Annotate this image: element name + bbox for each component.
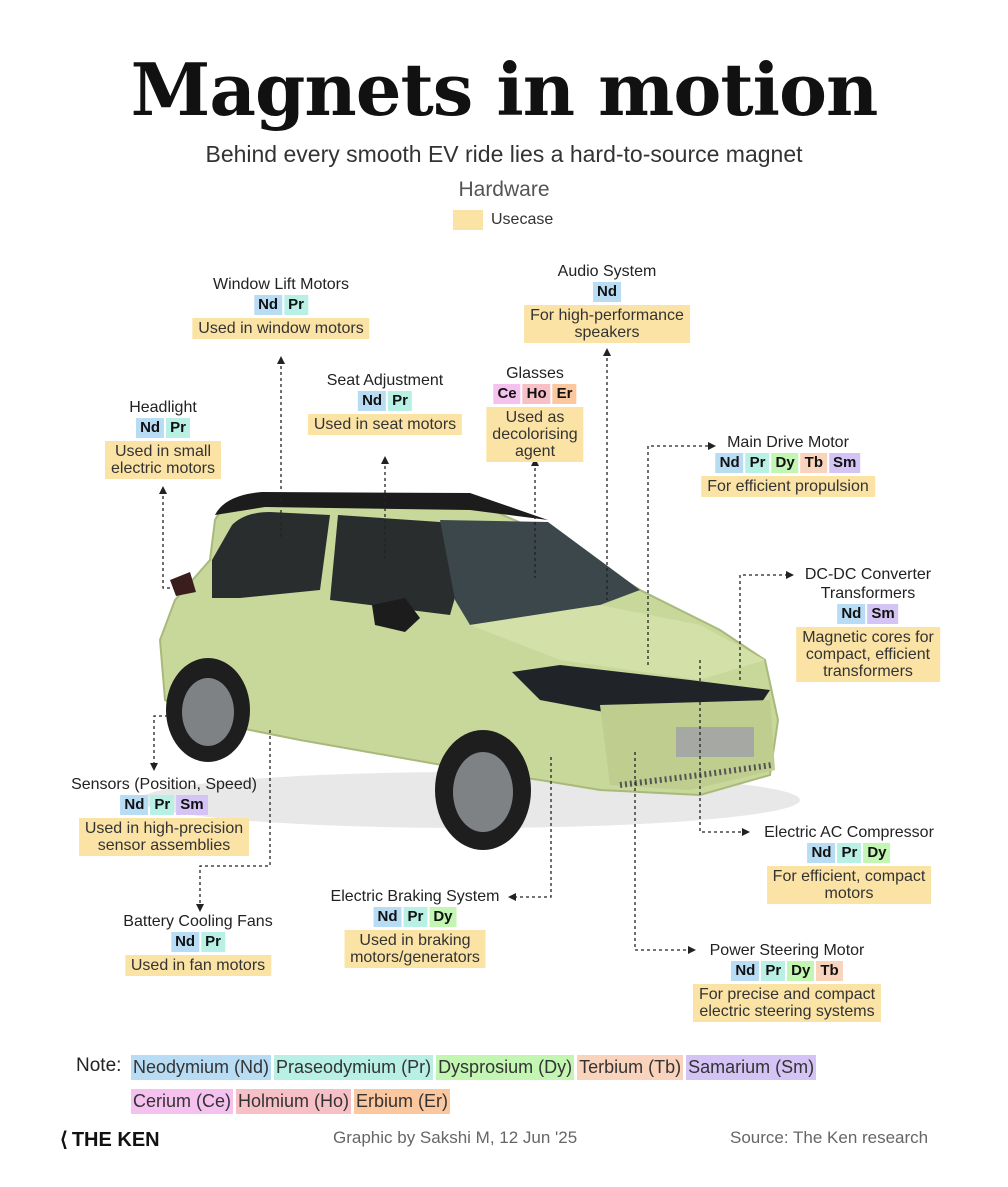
element-chip-pr: Pr — [746, 453, 770, 473]
element-chips — [192, 295, 369, 315]
page-title: Magnets in motion — [130, 47, 878, 132]
usecase-label — [308, 414, 462, 435]
usecase-line: Used in window motors — [198, 320, 364, 337]
usecase-label — [105, 441, 221, 479]
element-chip-sm: Sm — [176, 795, 207, 815]
callout-electric-braking-system — [331, 887, 500, 968]
usecase-line: speakers — [574, 324, 640, 341]
callout-glasses — [486, 364, 583, 462]
element-chip-nd: Nd — [171, 932, 199, 952]
usecase-label — [524, 305, 690, 343]
element-chip-nd: Nd — [731, 961, 759, 981]
graphic-credit: Graphic by Sakshi M, 12 Jun '25 — [333, 1128, 578, 1147]
usecase-line: For efficient, compact — [772, 868, 926, 885]
hardware-label-line: DC-DC Converter — [804, 566, 932, 583]
element-chip-nd: Nd — [120, 795, 148, 815]
element-chip-sm: Sm — [867, 604, 898, 624]
page-subtitle: Behind every smooth EV ride lies a hard-to-source magnet — [205, 141, 803, 167]
usecase-line: Used in small — [114, 443, 212, 460]
usecase-line: Used in braking — [359, 932, 471, 949]
legend-usecase-label: Usecase — [491, 211, 554, 228]
element-chip-pr: Pr — [837, 843, 861, 863]
usecase-label — [701, 476, 875, 497]
element-chips — [524, 282, 690, 302]
usecase-label — [767, 866, 932, 904]
usecase-label — [486, 407, 583, 462]
usecase-line: decolorising — [492, 426, 578, 443]
element-chip-nd: Nd — [716, 453, 744, 473]
callout-battery-cooling-fans — [123, 912, 272, 976]
element-chips — [764, 843, 934, 863]
callout-dc-dc-converter — [796, 565, 940, 682]
element-chips — [331, 907, 500, 927]
element-chip-pr: Pr — [388, 391, 412, 411]
usecase-line: Used in fan motors — [130, 957, 266, 974]
hardware-label: Main Drive Motor — [727, 434, 849, 451]
usecase-label — [344, 930, 486, 968]
usecase-line: agent — [514, 443, 556, 460]
element-chip-pr: Pr — [150, 795, 174, 815]
element-chip-pr: Pr — [201, 932, 225, 952]
hardware-label: Audio System — [557, 263, 657, 280]
usecase-line: compact, efficient — [805, 646, 931, 663]
element-chip-nd: Nd — [254, 295, 282, 315]
element-chip-pr: Pr — [761, 961, 785, 981]
element-chip-dy: Dy — [771, 453, 798, 473]
element-chip-pr: Pr — [403, 907, 427, 927]
element-chip-nd: Nd — [593, 282, 621, 302]
hardware-label: Seat Adjustment — [326, 372, 444, 389]
element-chip-tb: Tb — [816, 961, 842, 981]
hardware-label: Electric AC Compressor — [764, 824, 934, 841]
hardware-label: Glasses — [506, 365, 564, 382]
callout-power-steering-motor — [693, 941, 881, 1022]
usecase-line: Used in high-precision — [84, 820, 244, 837]
note-key-row-2 — [131, 1089, 453, 1114]
element-chip-dy: Dy — [863, 843, 890, 863]
element-chips — [308, 391, 462, 411]
note-key-nd: Neodymium (Nd) — [131, 1055, 271, 1080]
note-key-row-1 — [131, 1055, 819, 1080]
logo-text: THE KEN — [71, 1129, 160, 1151]
usecase-line: sensor assemblies — [97, 837, 231, 854]
usecase-line: electric steering systems — [699, 1003, 875, 1020]
element-chips — [105, 418, 221, 438]
element-chip-nd: Nd — [358, 391, 386, 411]
source-credit: Source: The Ken research — [730, 1128, 929, 1147]
usecase-label — [796, 627, 940, 682]
callout-sensors — [71, 775, 257, 856]
usecase-label — [693, 984, 881, 1022]
usecase-label — [79, 818, 249, 856]
hardware-label: Sensors (Position, Speed) — [71, 776, 257, 793]
callout-electric-ac-compressor — [764, 823, 934, 904]
element-chip-nd: Nd — [837, 604, 865, 624]
element-chip-pr: Pr — [284, 295, 308, 315]
hardware-label: Power Steering Motor — [709, 942, 865, 959]
callout-window-lift-motors — [192, 275, 369, 339]
element-chip-nd: Nd — [136, 418, 164, 438]
usecase-line: Used as — [505, 409, 565, 426]
element-chip-sm: Sm — [829, 453, 860, 473]
note-key-tb: Terbium (Tb) — [577, 1055, 683, 1080]
callout-headlight — [105, 398, 221, 479]
hardware-label: Headlight — [129, 399, 197, 416]
hardware-label: Window Lift Motors — [212, 276, 350, 293]
element-chip-pr: Pr — [166, 418, 190, 438]
usecase-line: For precise and compact — [698, 986, 876, 1003]
legend-hardware: Hardware — [458, 178, 550, 201]
note-key-ho: Holmium (Ho) — [236, 1089, 351, 1114]
note-key-er: Erbium (Er) — [354, 1089, 450, 1114]
element-chips — [701, 453, 875, 473]
usecase-line: transformers — [823, 663, 913, 680]
usecase-line: motors — [824, 885, 874, 902]
usecase-line: Used in seat motors — [313, 416, 457, 433]
element-chip-ce: Ce — [493, 384, 520, 404]
hardware-label-line: Transformers — [820, 585, 916, 602]
callout-audio-system — [524, 262, 690, 343]
element-chip-er: Er — [553, 384, 577, 404]
note-key-sm: Samarium (Sm) — [686, 1055, 816, 1080]
element-chip-tb: Tb — [801, 453, 827, 473]
the-ken-logo — [60, 1127, 160, 1152]
element-chips — [486, 384, 583, 404]
hardware-label: Electric Braking System — [330, 888, 500, 905]
element-chip-ho: Ho — [523, 384, 551, 404]
usecase-line: motors/generators — [350, 949, 480, 966]
usecase-line: For high-performance — [530, 307, 684, 324]
note-key-dy: Dysprosium (Dy) — [436, 1055, 574, 1080]
element-chips — [796, 604, 940, 624]
element-chip-dy: Dy — [787, 961, 814, 981]
note-label: Note: — [76, 1055, 122, 1076]
hardware-label: Battery Cooling Fans — [123, 913, 273, 930]
callout-main-drive-motor — [701, 433, 875, 497]
element-chip-nd: Nd — [807, 843, 835, 863]
hardware-label — [796, 565, 940, 603]
element-chip-nd: Nd — [373, 907, 401, 927]
usecase-label — [192, 318, 369, 339]
usecase-line: Magnetic cores for — [802, 629, 934, 646]
note-key-ce: Cerium (Ce) — [131, 1089, 233, 1114]
usecase-line: For efficient propulsion — [707, 478, 869, 495]
callout-seat-adjustment — [308, 371, 462, 435]
note-key-pr: Praseodymium (Pr) — [274, 1055, 433, 1080]
element-chips — [71, 795, 257, 815]
ken-k-icon: ⟨ — [60, 1129, 72, 1151]
element-chips — [123, 932, 272, 952]
usecase-line: electric motors — [110, 460, 216, 477]
usecase-label — [125, 955, 271, 976]
element-chip-dy: Dy — [429, 907, 456, 927]
element-chips — [693, 961, 881, 981]
